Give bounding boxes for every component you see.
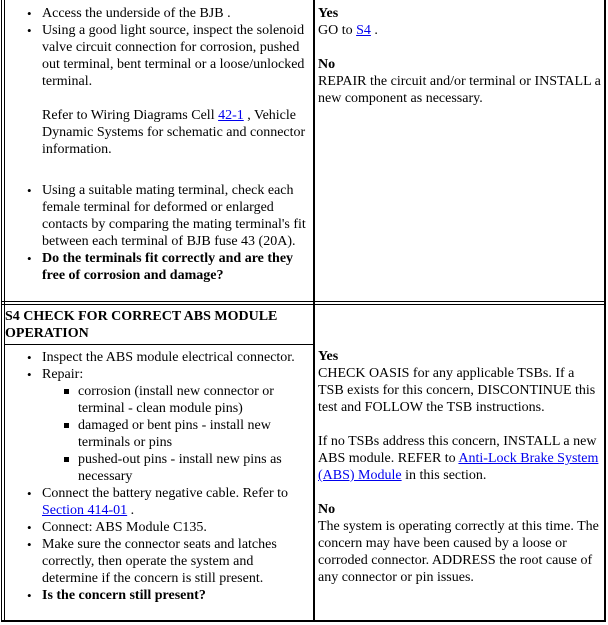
section-414-01-link[interactable]: Section 414-01 [42,503,128,518]
wiring-diagram-reference: Refer to Wiring Diagrams Cell 42-1 , Vehicle Dynamic Systems for schematic and connector information. [42,108,306,157]
list-item: pushed-out pins - install new pins as necessary [2,451,292,485]
list-item: • Using a good light source, inspect the solenoid valve circuit connection for corrosion, pushed out terminal, bent terminal or a loose/unlocked terminal. Refer to Wiring Diagrams Cell 42-1 , Vehicle Dynamic Systems for schematic and connector information. [2,22,312,175]
list-item [2,250,312,284]
list-item: damaged or bent pins - install new terminals or pins [2,417,292,451]
list-item: corrosion (install new connector or terminal - clean module pins) [2,383,292,417]
no-label: No [318,57,336,72]
step4-header-divider [4,344,314,345]
step4-question: Is the concern still present? [42,588,206,603]
list-item: • Connect the battery negative cable. Refer to Section 414-01 . [2,485,312,519]
wiring-diagram-link[interactable]: 42-1 [218,108,244,123]
yes-label: Yes [318,6,339,21]
list-item: • Access the underside of the BJB . [2,5,312,22]
yes-install-action: If no TSBs address this concern, INSTALL a new ABS module. REFER to Anti-Lock Brake System (ABS) Module in this section. [318,434,599,483]
yes-label: Yes [318,349,339,364]
list-item: • Repair: corrosion (install new connector or terminal - clean module pins) damaged or bent pins - install new terminals or pins pushed-out pins - install new pins as necessary [2,366,312,485]
go-to-s4-link[interactable]: S4 [356,23,371,38]
list-item: • Using a suitable mating terminal, check each female terminal for deformed or enlarged contacts by comparing the mating terminal's fit between each terminal of BJB fuse 43 (20A). [2,182,312,250]
column-divider [313,0,315,622]
no-action: The system is operating correctly at this time. The concern may have been caused by a loose or corroded connector. ADDRESS the root cause of any connector or pin issues. [318,519,599,585]
table-bottom-border [1,620,606,622]
list-item: • Make sure the connector seats and latches correctly, then operate the system and determine if the concern is still present. [2,536,312,587]
step3-instructions-cell [2,5,312,284]
table-right-border [604,0,606,622]
list-item: • Inspect the ABS module electrical connector. [2,349,312,366]
step4-instructions-cell [2,349,312,604]
list-item [2,587,312,604]
repair-sublist [2,383,312,485]
step4-title: S4 CHECK FOR CORRECT ABS MODULE OPERATION [5,309,278,341]
row-divider [1,301,606,305]
step3-question: Do the terminals fit correctly and are they free of corrosion and damage? [42,251,294,283]
yes-action: GO to S4 . [318,23,378,38]
abs-module-link[interactable]: Anti-Lock Brake System (ABS) Module [318,451,599,483]
no-action: REPAIR the circuit and/or terminal or INSTALL a new component as necessary. [318,74,601,106]
no-label: No [318,502,336,517]
step3-instruction-list [2,5,312,284]
yes-action: CHECK OASIS for any applicable TSBs. If a TSB exists for this concern, DISCONTINUE this test and FOLLOW the TSB instructions. [318,366,596,415]
step4-results-cell [318,348,602,586]
step3-results-cell [318,5,602,107]
list-item: • Connect: ABS Module C135. [2,519,312,536]
step4-instruction-list [2,349,312,604]
